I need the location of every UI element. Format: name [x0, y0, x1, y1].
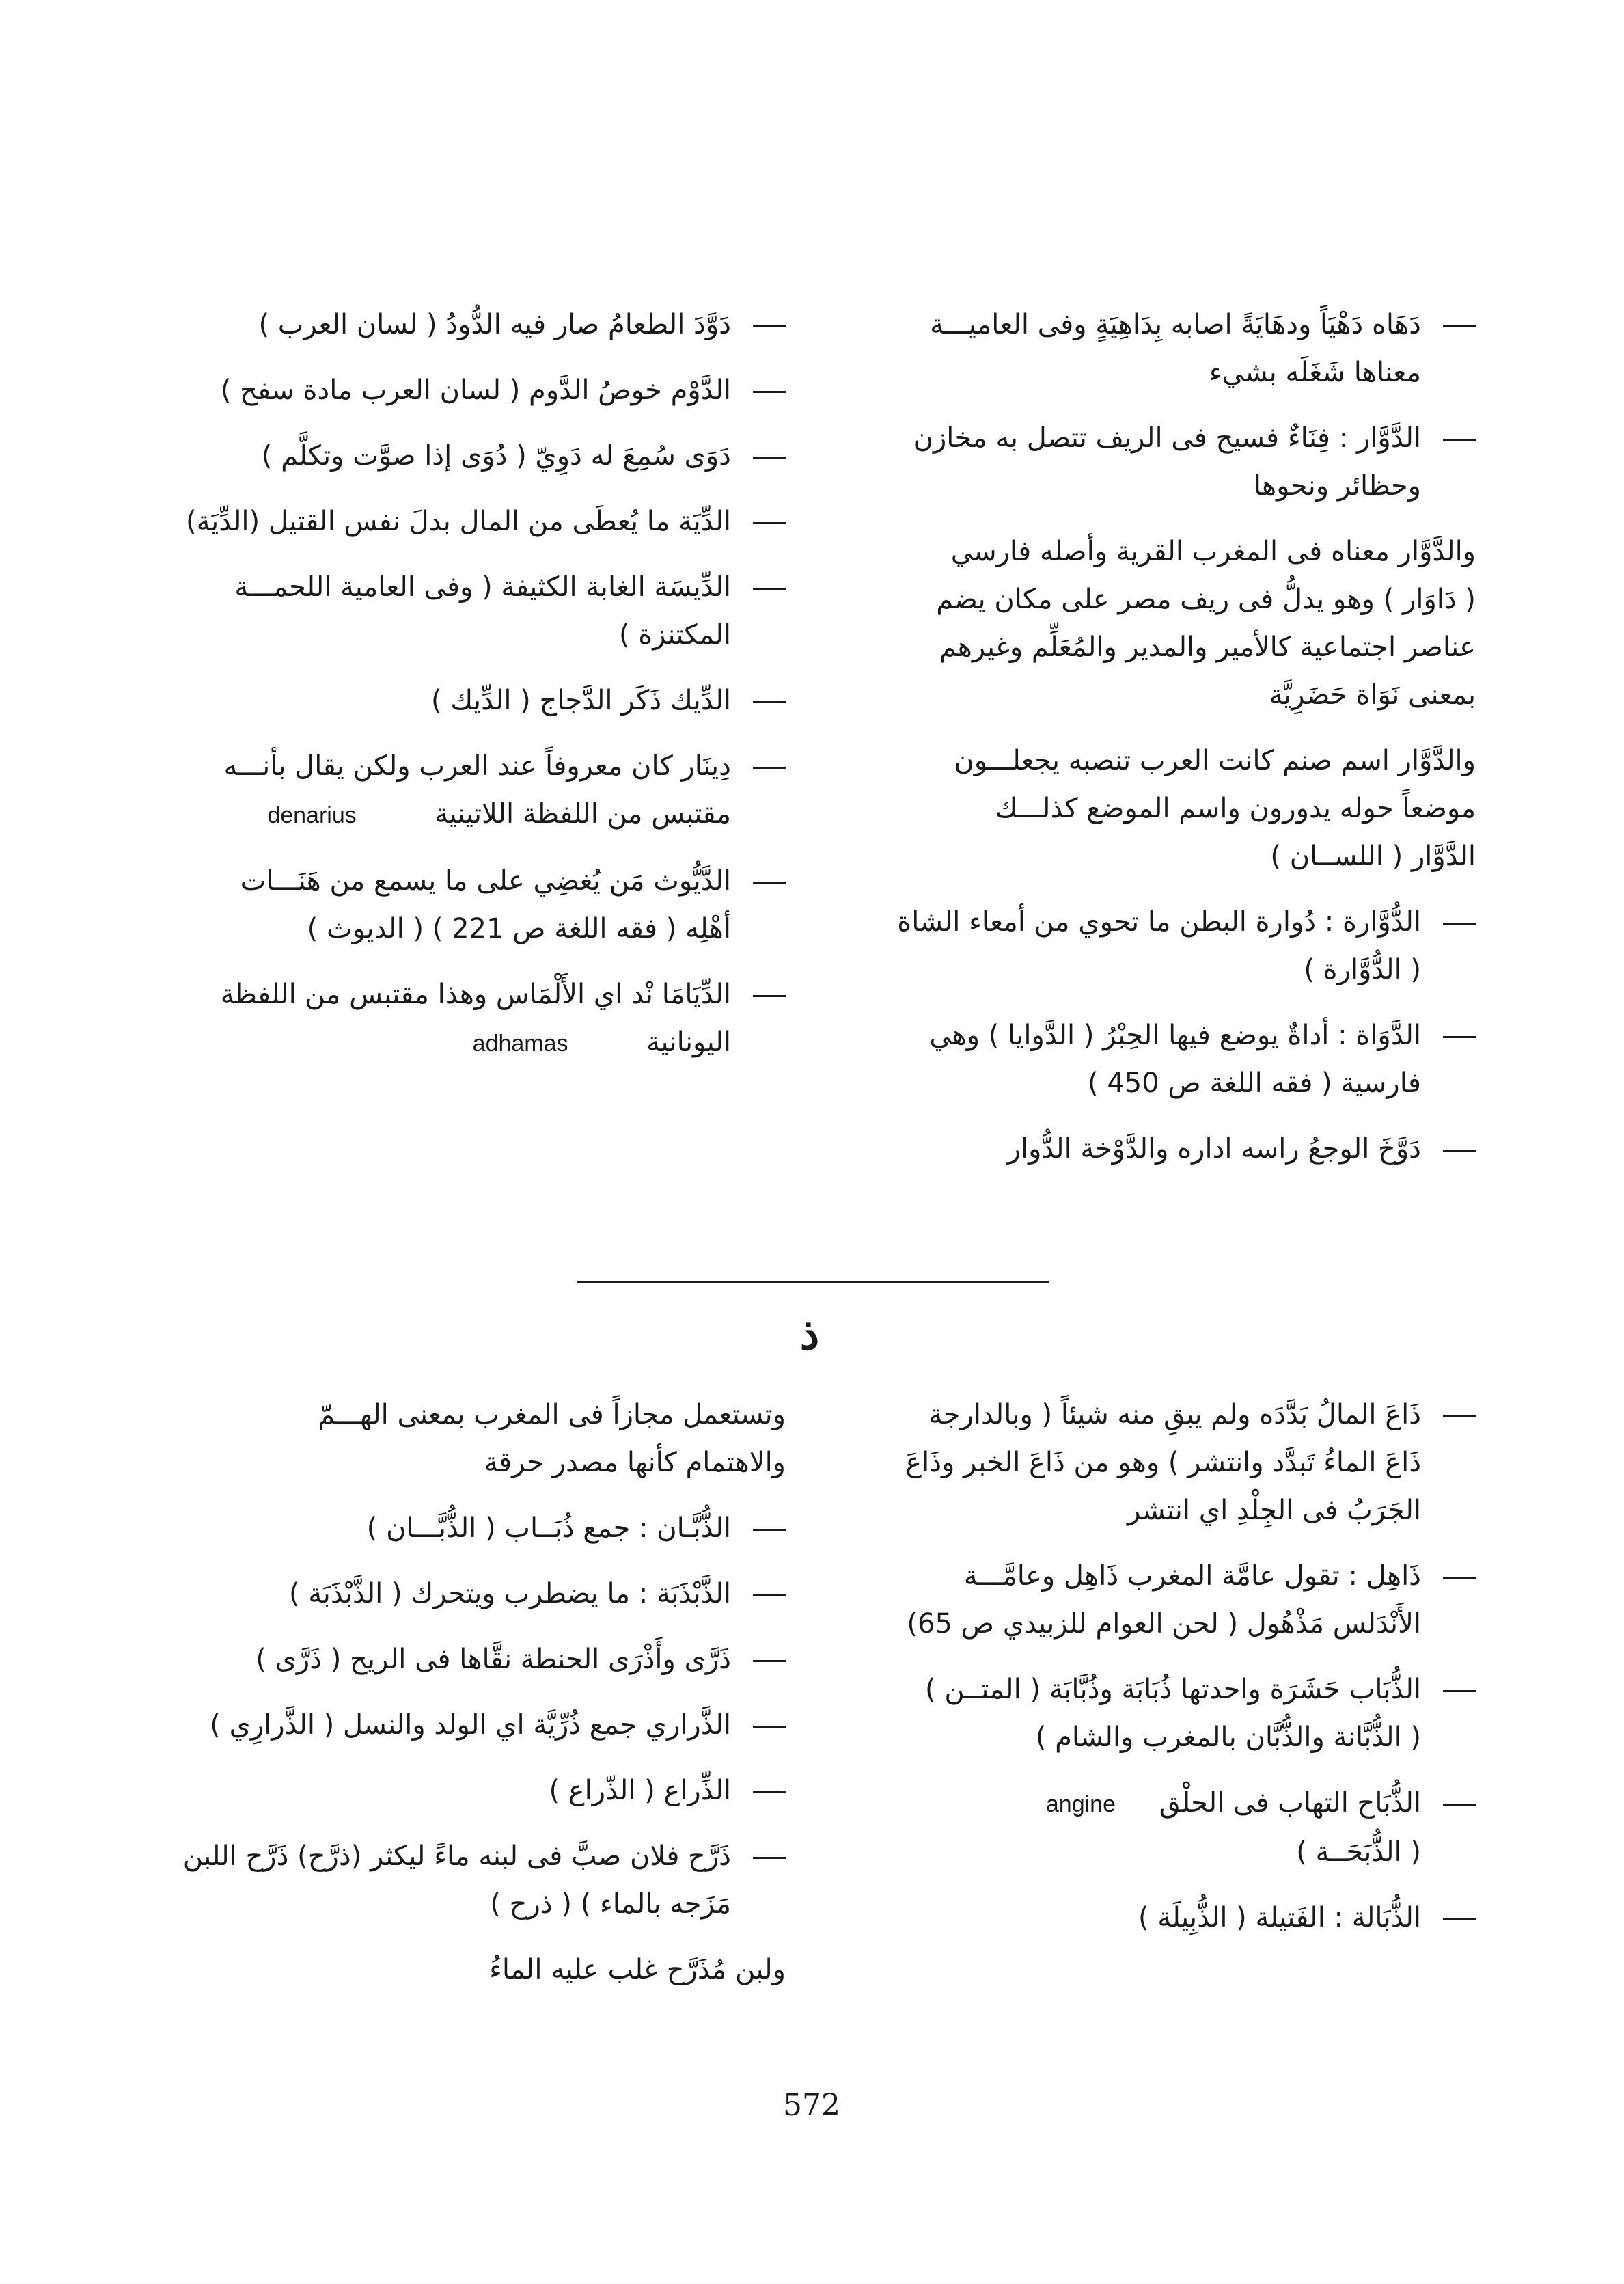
- dictionary-entry: [157, 563, 786, 659]
- entry-dash: [753, 325, 786, 327]
- entry-line: الدِّيَة ما يُعطَى من المال بدلَ نفس القتيل (الدِّيَة): [186, 506, 731, 537]
- dictionary-entry: [847, 1779, 1476, 1876]
- entry-line: فارسية ( فقه اللغة ص 450 ): [1088, 1068, 1421, 1099]
- dictionary-entry: [847, 1894, 1476, 1942]
- entry-dash: [753, 995, 786, 997]
- entry-dash: [753, 1660, 786, 1662]
- dictionary-entry: [157, 1946, 786, 1994]
- dictionary-entry: [157, 1701, 786, 1749]
- entry-line: الدَّوْم خوصُ الدَّوم ( لسان العرب مادة سفح ): [220, 375, 731, 406]
- dictionary-entry: [157, 1391, 786, 1486]
- entry-line: والدَّوَّار معناه فى المغرب القرية وأصله فارسي: [950, 536, 1476, 567]
- dictionary-entry: [847, 301, 1476, 396]
- entry-line: وحظائر ونحوها: [1253, 470, 1421, 502]
- page-number: 572: [783, 2088, 840, 2123]
- entry-dash: [1443, 1577, 1476, 1579]
- entry-dash: [753, 588, 786, 590]
- dictionary-entry: [157, 970, 786, 1068]
- entry-line: ذَاعَ الماءُ تَبدَّد وانتشر ) وهو من ذَاعَ الخبر وذَاعَ: [905, 1447, 1421, 1478]
- entry-line: ( الذُّبَّانة والذُّبَّان بالمغرب والشام ): [1035, 1722, 1421, 1753]
- latin-term: adhamas: [472, 1031, 568, 1057]
- dictionary-entry: [157, 1504, 786, 1552]
- entry-line: المكتنزة ): [618, 619, 731, 651]
- entry-line: الجَرَبُ فى الجِلْدِ اي انتشر: [1127, 1495, 1421, 1526]
- entry-line: الذُّبَاب حَشَرَة واحدتها ذُبَابَة وذُبَّابَة ( المتــن ): [925, 1674, 1421, 1705]
- entry-dash: [1443, 1036, 1476, 1038]
- entry-dash: [753, 522, 786, 524]
- entry-line: دَوَّخَ الوجعُ راسه اداره والدَّوْخة الدُّوار: [1007, 1133, 1421, 1165]
- dictionary-entry: [157, 301, 786, 349]
- entry-line: ذَرَّى وأَذْرَى الحنطة نقَّاها فى الريح ( ذَرَّى ): [256, 1644, 731, 1675]
- entry-dash: [1443, 1690, 1476, 1692]
- dictionary-entry: [847, 1552, 1476, 1648]
- dictionary-entry: [847, 1011, 1476, 1107]
- entry-dash: [753, 1857, 786, 1859]
- entry-line: دَوَّدَ الطعامُ صار فيه الدُّودُ ( لسان العرب ): [258, 309, 731, 340]
- entry-dash: [753, 882, 786, 884]
- entry-line: الدَّوَّار : فِنَاءٌ فسيح فى الريف تتصل به مخازن: [913, 422, 1421, 454]
- entry-dash: [753, 1594, 786, 1596]
- entry-line: الدِّيسَة الغابة الكثيفة ( وفى العامية اللحمـــة: [234, 571, 731, 603]
- dictionary-entry: [847, 1125, 1476, 1173]
- top-left-column: [157, 301, 786, 1085]
- entry-line: موضعاً حوله يدورون واسم الموضع كذلـــك: [995, 793, 1476, 824]
- entry-line: ذَاهِل : تقول عامَّة المغرب ذَاهِل وعامَّـــة: [963, 1560, 1421, 1592]
- dictionary-entry: [847, 1391, 1476, 1534]
- dictionary-entry: [157, 1635, 786, 1683]
- entry-line: الدِّيك ذَكَر الدَّجاج ( الدِّيك ): [430, 685, 731, 716]
- entry-dash: [753, 767, 786, 769]
- section-divider: [577, 1281, 1049, 1283]
- entry-dash: [753, 701, 786, 703]
- entry-line: الأَنْدَلس مَذْهُول ( لحن العوام للزبيدي ص 65): [907, 1608, 1421, 1640]
- dictionary-entry: [157, 498, 786, 545]
- entry-line: الدَّيُّوث مَن يُغضِي على ما يسمع من هَنَـــات: [240, 865, 731, 897]
- dictionary-entry: [157, 432, 786, 480]
- entry-line: دَهَاه دَهْيَاً ودهَايَةً اصابه بِدَاهِيَةٍ وفى العاميـــة: [930, 309, 1421, 340]
- entry-line: عناصر اجتماعية كالأمير والمدير والمُعَلِّم وغيرهم: [939, 631, 1476, 663]
- dictionary-entry: [847, 414, 1476, 510]
- entry-line: الدَّوَاة : أداةٌ يوضع فيها الحِبْرُ ( الدَّوايا ) وهي: [929, 1020, 1421, 1051]
- entry-dash: [1443, 1150, 1476, 1152]
- entry-line: الذُّبَاح التهاب فى الحلْق angine: [1045, 1787, 1421, 1819]
- entry-line: معناها شَغَلَه بشيء: [1209, 357, 1421, 388]
- dictionary-entry: [847, 737, 1476, 880]
- entry-dash: [753, 391, 786, 393]
- top-right-column: [847, 301, 1476, 1191]
- entry-line: مقتبس من اللفظة اللاتينية denarius: [267, 798, 731, 830]
- entry-line: ( دَاوَار ) وهو يدلُّ فى ريف مصر على مكان يضم: [936, 584, 1476, 615]
- entry-dash: [753, 1529, 786, 1531]
- entry-line: الدَّوَّار ( اللســان ): [1270, 841, 1476, 872]
- entry-line: ذَاعَ المالُ بَدَّدَه ولم يبقِ منه شيئاً ( وبالدارجة: [928, 1399, 1421, 1430]
- entry-dash: [1443, 923, 1476, 925]
- latin-term: denarius: [267, 802, 357, 828]
- dictionary-entry: [157, 1832, 786, 1928]
- entry-line: الذُّبَالة : الفَتيلة ( الذُّبِيلَة ): [1138, 1902, 1421, 1933]
- entry-line: وتستعمل مجازاً فى المغرب بمعنى الهـــمّ: [318, 1399, 786, 1430]
- entry-line: اليونانية adhamas: [472, 1027, 731, 1058]
- entry-line: الدِّيَامَا نْد اي الأَلْمَاس وهذا مقتبس من اللفظة: [220, 979, 731, 1010]
- bottom-left-column: [157, 1391, 786, 2011]
- entry-line: دَوَى سُمِعَ له دَوِيّ ( دُوَى إذا صوَّت وتكلَّم ): [261, 440, 731, 472]
- dictionary-entry: [157, 677, 786, 724]
- entry-dash: [1443, 1918, 1476, 1920]
- dictionary-entry: [847, 528, 1476, 719]
- entry-line: والاهتمام كأنها مصدر حرقة: [484, 1447, 786, 1478]
- entry-line: ولبن مُذَرَّح غلب عليه الماءُ: [489, 1954, 786, 1985]
- entry-dash: [1443, 439, 1476, 441]
- entry-line: الذِّراع ( الذّراع ): [549, 1775, 731, 1806]
- entry-dash: [753, 1791, 786, 1793]
- entry-line: الذَّبْذَبَة : ما يضطرب ويتحرك ( الذَّبْذَبَة ): [288, 1578, 731, 1609]
- entry-line: ذَرَّح فلان صبَّ فى لبنه ماءً ليكثر (ذرَّح) ذَرَّح اللبن: [182, 1840, 731, 1872]
- latin-term: angine: [1045, 1791, 1116, 1817]
- dictionary-entry: [157, 1570, 786, 1618]
- entry-dash: [1443, 1415, 1476, 1417]
- entry-dash: [753, 1726, 786, 1728]
- bottom-right-column: [847, 1391, 1476, 1959]
- dictionary-entry: [157, 1767, 786, 1814]
- entry-line: دِينَار كان معروفاً عند العرب ولكن يقال بأنـــه: [223, 750, 731, 782]
- entry-line: الذَّراري جمع ذُرِّيَّة اي الولد والنسل ( الذَّرارِي ): [210, 1709, 731, 1741]
- entry-line: الدُّوَّارة : دُوارة البطن ما تحوي من أمعاء الشاة: [897, 906, 1421, 938]
- entry-line: بمعنى نَوَاة حَضَرِيَّة: [1269, 679, 1476, 711]
- entry-line: الذُّبَّـان : جمع ذُبَــاب ( الذُّبَّـــان ): [366, 1512, 731, 1544]
- dictionary-entry: [157, 366, 786, 414]
- entry-dash: [753, 457, 786, 459]
- dictionary-entry: [157, 857, 786, 953]
- dictionary-entry: [847, 898, 1476, 994]
- dictionary-entry: [157, 742, 786, 839]
- dictionary-entry: [847, 1666, 1476, 1761]
- entry-line: والدَّوَّار اسم صنم كانت العرب تنصبه يجعلـــون: [954, 745, 1476, 776]
- entry-line: ( الدُّوَّارة ): [1304, 954, 1421, 985]
- entry-dash: [1443, 1804, 1476, 1806]
- entry-line: أهْلِه ( فقه اللغة ص 221 ) ( الديوث ): [307, 913, 731, 944]
- entry-line: ( الذُّبَحَــة ): [1296, 1836, 1421, 1868]
- entry-line: مَزَجه بالماء ) ( ذرح ): [490, 1888, 731, 1920]
- section-letter: ذ: [799, 1309, 820, 1360]
- entry-dash: [1443, 325, 1476, 327]
